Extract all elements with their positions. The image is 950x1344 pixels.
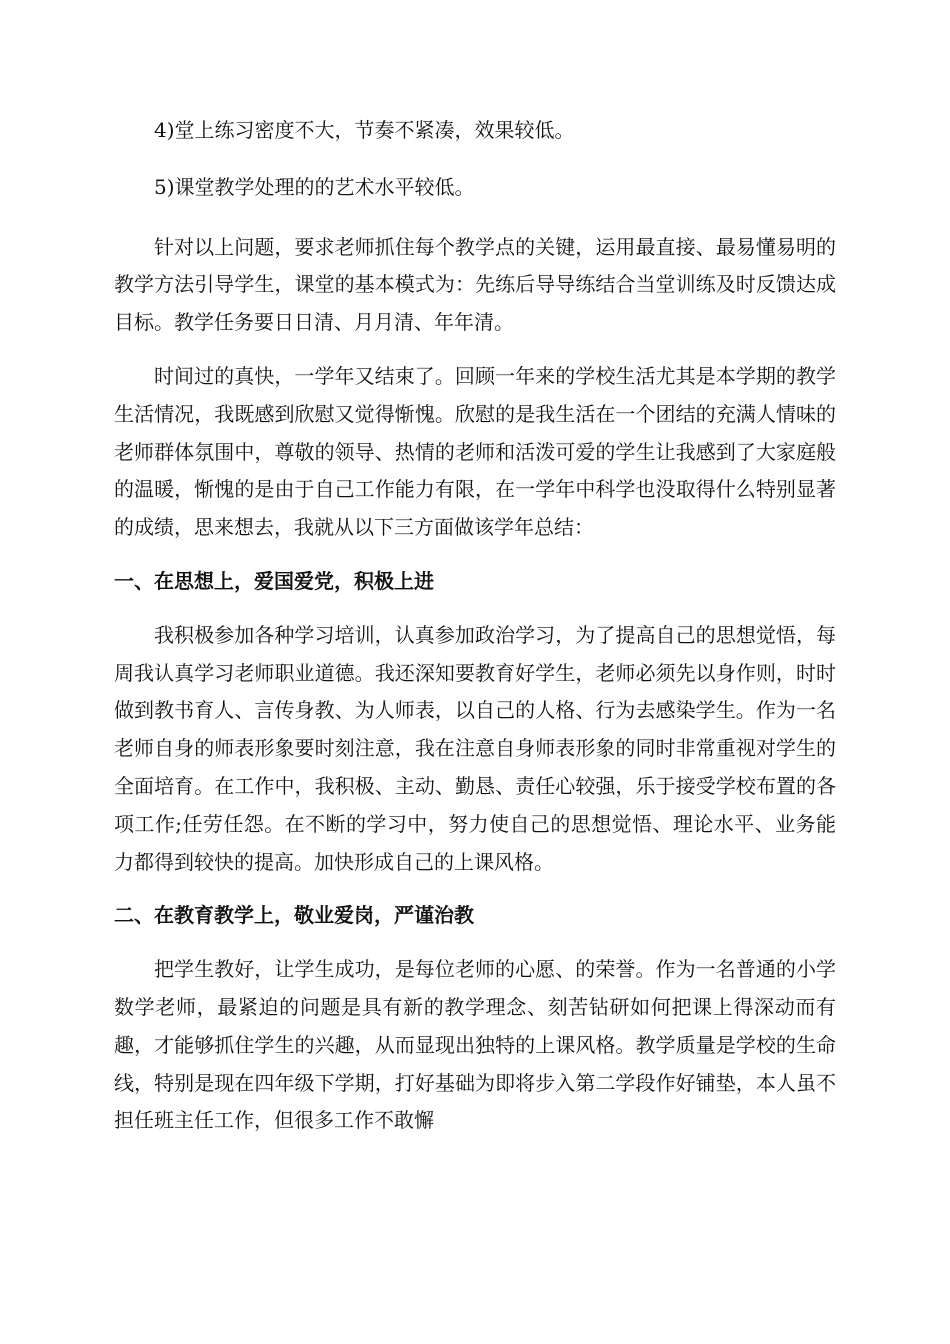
thought-paragraph: 我积极参加各种学习培训，认真参加政治学习，为了提高自己的思想觉悟，每周我认真学习老师职业道德。我还深知要教育好学生，老师必须先以身作则，时时做到教书育人、言传身教、为人师表，以自己的人格、行为去感染学生。作为一名老师自身的师表形象要时刻注意，我在注意自身师表形象的同时非常重视对学生的全面培育。在工作中，我积极、主动、勤恳、责任心较强，乐于接受学校布置的各项工作;任劳任怨。在不断的学习中，努力使自己的思想觉悟、理论水平、业务能力都得到较快的提高。加快形成自己的上课风格。: [114, 622, 836, 874]
intro-paragraph: 时间过的真快，一学年又结束了。回顾一年来的学校生活尤其是本学期的教学生活情况，我既感到欣慰又觉得惭愧。欣慰的是我生活在一个团结的充满人情味的老师群体氛围中，尊敬的领导、热情的老师和活泼可爱的学生让我感到了大家庭般的温暖，惭愧的是由于自己工作能力有限，在一学年中科学也没取得什么特别显著的成绩，思来想去，我就从以下三方面做该学年总结：: [114, 363, 836, 540]
teaching-paragraph: 把学生教好，让学生成功，是每位老师的心愿、的荣誉。作为一名普通的小学数学老师，最紧迫的问题是具有新的教学理念、刻苦钻研如何把课上得深动而有趣，才能够抓住学生的兴趣，从而显现出独特的上课风格。教学质量是学校的生命线，特别是现在四年级下学期，打好基础为即将步入第二学段作好铺垫，本人虽不担任班主任工作，但很多工作不敢懈: [114, 957, 836, 1133]
list-item-5: 5)课堂教学处理的的艺术水平较低。: [154, 174, 475, 199]
section-heading-thought: 一、在思想上，爱国爱党，积极上进: [114, 568, 434, 593]
list-item-4: 4)堂上练习密度不大，节奏不紧凑，效果较低。: [154, 118, 575, 142]
document-body: [114, 112, 836, 1140]
solution-paragraph: 针对以上问题，要求老师抓住每个教学点的关键，运用最直接、最易懂易明的教学方法引导学生，课堂的基本模式为：先练后导导练结合当堂训练及时反馈达成目标。教学任务要日日清、月月清、年年清。: [114, 234, 836, 335]
section-heading-teaching: 二、在教育教学上，敬业爱岗，严谨治教: [114, 903, 474, 928]
